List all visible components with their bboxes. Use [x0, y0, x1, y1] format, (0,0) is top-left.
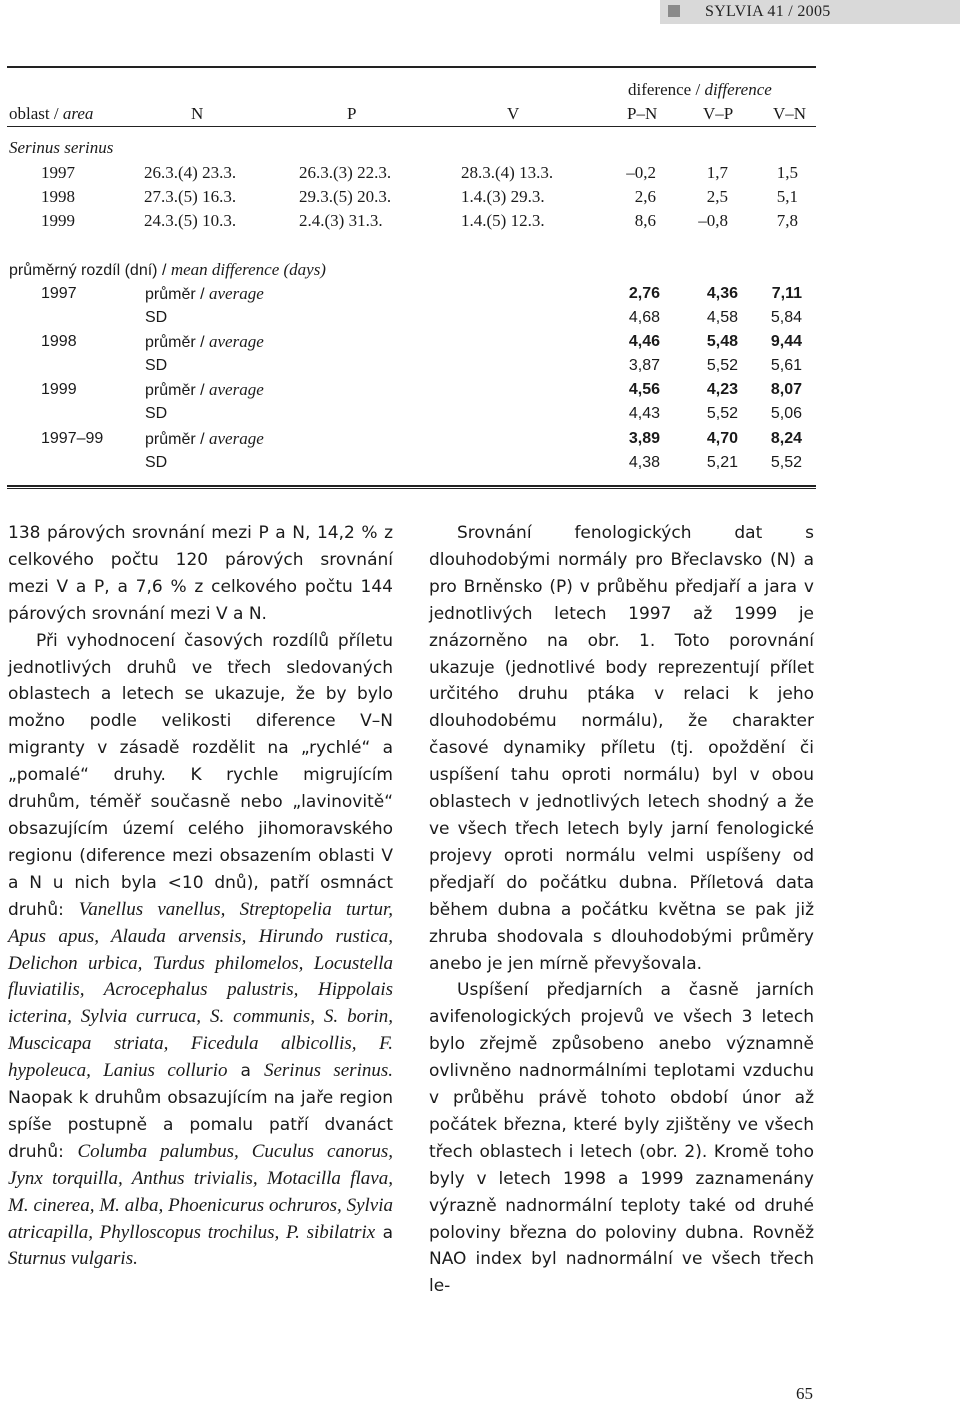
stats-year: 1998: [41, 333, 77, 350]
row-v: 28.3.(4) 13.3.: [461, 163, 554, 182]
left-paragraph-2: [8, 628, 393, 1274]
column-header-vp: V–P: [703, 104, 734, 123]
sd-vp: 4,58: [706, 309, 738, 326]
row-pn: 8,6: [634, 211, 656, 230]
average-label-en: average: [209, 380, 264, 399]
average-label: [145, 429, 264, 450]
difference-header-en: difference: [704, 80, 772, 99]
row-p: 29.3.(5) 20.3.: [299, 187, 392, 206]
page-number: 65: [796, 1384, 813, 1403]
sd-vn: 5,52: [770, 454, 802, 471]
average-label: [145, 332, 264, 353]
avg-pn: 4,46: [628, 333, 660, 350]
row-year: 1999: [41, 211, 75, 230]
average-label-en: average: [209, 332, 264, 351]
text-span: a: [227, 1061, 264, 1082]
mean-header-cz: průměrný rozdíl (dní) /: [9, 262, 171, 279]
average-label-cz: průměr /: [145, 431, 210, 448]
sd-pn: 4,38: [628, 454, 660, 471]
text-span: a: [375, 1222, 393, 1243]
row-pn: –0,2: [626, 163, 656, 182]
column-header-v: V: [507, 104, 520, 123]
sd-label: SD: [145, 454, 168, 471]
avg-vn: 7,11: [771, 285, 802, 302]
row-vn: 5,1: [776, 187, 798, 206]
stats-year: 1997: [41, 285, 77, 302]
column-header-n: N: [191, 104, 204, 123]
left-text-column: [8, 520, 393, 1273]
average-label: [145, 284, 264, 305]
right-paragraph-1: Srovnání fenologických dat s dlouhodobými normály pro Břeclavsko (N) a pro Brněnsko (P) v průběhu předjaří a jara v jednotlivých letech 1997 až 1999 je znázorněno na obr. 1. Toto porovnání ukazuje (jednotlivé body reprezentují přílet určitého druhu ptáka v relaci k jeho dlouhodobému normálu), že charakter časové dynamiky příletu (tj. opoždění či uspíšení tahu oproti normálu) byl v obou oblastech v jednotlivých letech shodný a že ve všech třech letech byly jarní fenologické projevy oproti normálu velmi uspíšeny od předjaří do počátku dubna. Příletová data během dubna a počátku května se pak již zhruba shodovala s dlouhodobými průměry anebo je jen mírně převyšovala.: [429, 523, 814, 974]
avg-pn: 4,56: [628, 381, 660, 398]
table-bottom-rule-2: [7, 488, 816, 489]
row-n: 26.3.(4) 23.3.: [144, 163, 237, 182]
avg-pn: 2,76: [628, 285, 660, 302]
difference-header: [628, 80, 772, 100]
sd-pn: 4,68: [628, 309, 660, 326]
sd-pn: 4,43: [628, 405, 660, 422]
sd-vn: 5,84: [770, 309, 802, 326]
avg-vn: 8,07: [770, 381, 802, 398]
avg-vp: 4,23: [706, 381, 738, 398]
average-label-cz: průměr /: [145, 286, 210, 303]
average-label-cz: průměr /: [145, 334, 210, 351]
sd-pn: 3,87: [628, 357, 660, 374]
row-vp: 1,7: [706, 163, 728, 182]
row-n: 24.3.(5) 10.3.: [144, 211, 237, 230]
row-year: 1998: [41, 187, 75, 206]
column-header-area: [9, 104, 93, 124]
species-name: Serinus serinus: [9, 138, 114, 157]
average-label-cz: průměr /: [145, 382, 210, 399]
row-vp: 2,5: [706, 187, 728, 206]
column-header-vn: V–N: [773, 104, 807, 123]
average-label-en: average: [209, 284, 264, 303]
row-year: 1997: [41, 163, 75, 182]
column-header-p: P: [347, 104, 357, 123]
mean-difference-header: [9, 260, 326, 281]
column-header-pn: P–N: [627, 104, 658, 123]
species-list-fast: Vanellus vanellus, Streptopelia turtur, Apus apus, Alauda arvensis, Hirundo rustica, Delichon urbica, Turdus philomelos, Locustella fluviatilis, Acrocephalus palustris, Hippolais icterina, Sylvia curruca, S. communis, S. borin, Muscicapa striata, Ficedula albicollis, F. hypoleuca, Lanius collurio: [8, 898, 393, 1082]
average-label: [145, 380, 264, 401]
avg-pn: 3,89: [628, 430, 660, 447]
species-name: Sturnus vulgaris.: [8, 1248, 138, 1270]
row-v: 1.4.(5) 12.3.: [461, 211, 545, 230]
row-vn: 1,5: [776, 163, 798, 182]
left-paragraph-1: 138 párových srovnání mezi P a N, 14,2 % z celkového počtu 120 párových srovnání mezi V a P, a 7,6 % z celkového počtu 144 párových srovnání mezi V a N.: [8, 523, 393, 624]
area-header-en: area: [62, 104, 94, 123]
mean-header-en: mean difference (days): [170, 260, 326, 279]
sd-vn: 5,61: [770, 357, 802, 374]
species-list-slow: Columba palumbus, Cuculus canorus, Jynx torquilla, Anthus trivialis, Motacilla flava, M. cinerea, M. alba, Phoenicurus ochruros, Sylvia atricapilla, Phylloscopus trochilus, P. sibilatrix: [8, 1140, 393, 1243]
text-span: Při vyhodnocení časových rozdílů příletu jednotlivých druhů ve třech sledovaných oblastech a letech se ukazuje, že by bylo možno podle velikosti diference V–N migranty v zásadě rozdělit na „rychlé“ a „pomalé“ druhy. K rychle migrujícím druhům, téměř současně nebo „lavinovitě“ obsazujícím území celého jihomoravského regionu (diference mezi obsazením oblasti V a N u nich byla <10 dnů), patří osmnáct druhů:: [8, 630, 393, 920]
table-bottom-rule: [7, 485, 816, 487]
avg-vp: 4,36: [706, 285, 738, 302]
header-square-marker: [668, 5, 680, 17]
right-paragraph-2: Uspíšení předjarních a časně jarních avifenologických projevů ve všech 3 letech bylo zřejmě způsobeno anebo významně ovlivněno nadnormálními teplotami vzduchu v průběhu právě tohoto období únor až počátek března, které byly zjištěny ve všech třech oblastech i letech (obr. 2). Kromě toho byly v letech 1998 a 1999 zaznamenány výrazně nadnormální teploty také od druhé poloviny března do poloviny dubna. Rovněž NAO index byl nadnormální ve všech třech le-: [429, 980, 814, 1297]
table-top-rule: [7, 66, 816, 68]
table-header-rule: [7, 126, 816, 127]
area-header-cz: oblast /: [9, 104, 63, 123]
stats-year: 1999: [41, 381, 77, 398]
avg-vn: 9,44: [770, 333, 802, 350]
avg-vp: 4,70: [706, 430, 738, 447]
avg-vn: 8,24: [770, 430, 802, 447]
sd-label: SD: [145, 405, 168, 422]
stats-year: 1997–99: [41, 430, 104, 447]
row-pn: 2,6: [634, 187, 656, 206]
sd-vp: 5,52: [706, 405, 738, 422]
right-text-column: [429, 520, 814, 1300]
sd-vn: 5,06: [770, 405, 802, 422]
sd-label: SD: [145, 357, 168, 374]
species-name: Serinus serinus.: [263, 1060, 393, 1082]
average-label-en: average: [209, 429, 264, 448]
sd-vp: 5,52: [706, 357, 738, 374]
row-n: 27.3.(5) 16.3.: [144, 187, 237, 206]
sd-vp: 5,21: [706, 454, 738, 471]
journal-header: SYLVIA 41 / 2005: [705, 3, 831, 20]
sd-label: SD: [145, 309, 168, 326]
row-v: 1.4.(3) 29.3.: [461, 187, 545, 206]
row-p: 2.4.(3) 31.3.: [299, 211, 383, 230]
avg-vp: 5,48: [706, 333, 738, 350]
row-p: 26.3.(3) 22.3.: [299, 163, 392, 182]
difference-header-cz: diference /: [628, 80, 705, 99]
text-span: Naopak k druhům obsazujícím na jaře region spíše postupně a pomalu patří dvanáct druhů:: [8, 1088, 393, 1162]
row-vp: –0,8: [698, 211, 728, 230]
row-vn: 7,8: [776, 211, 798, 230]
